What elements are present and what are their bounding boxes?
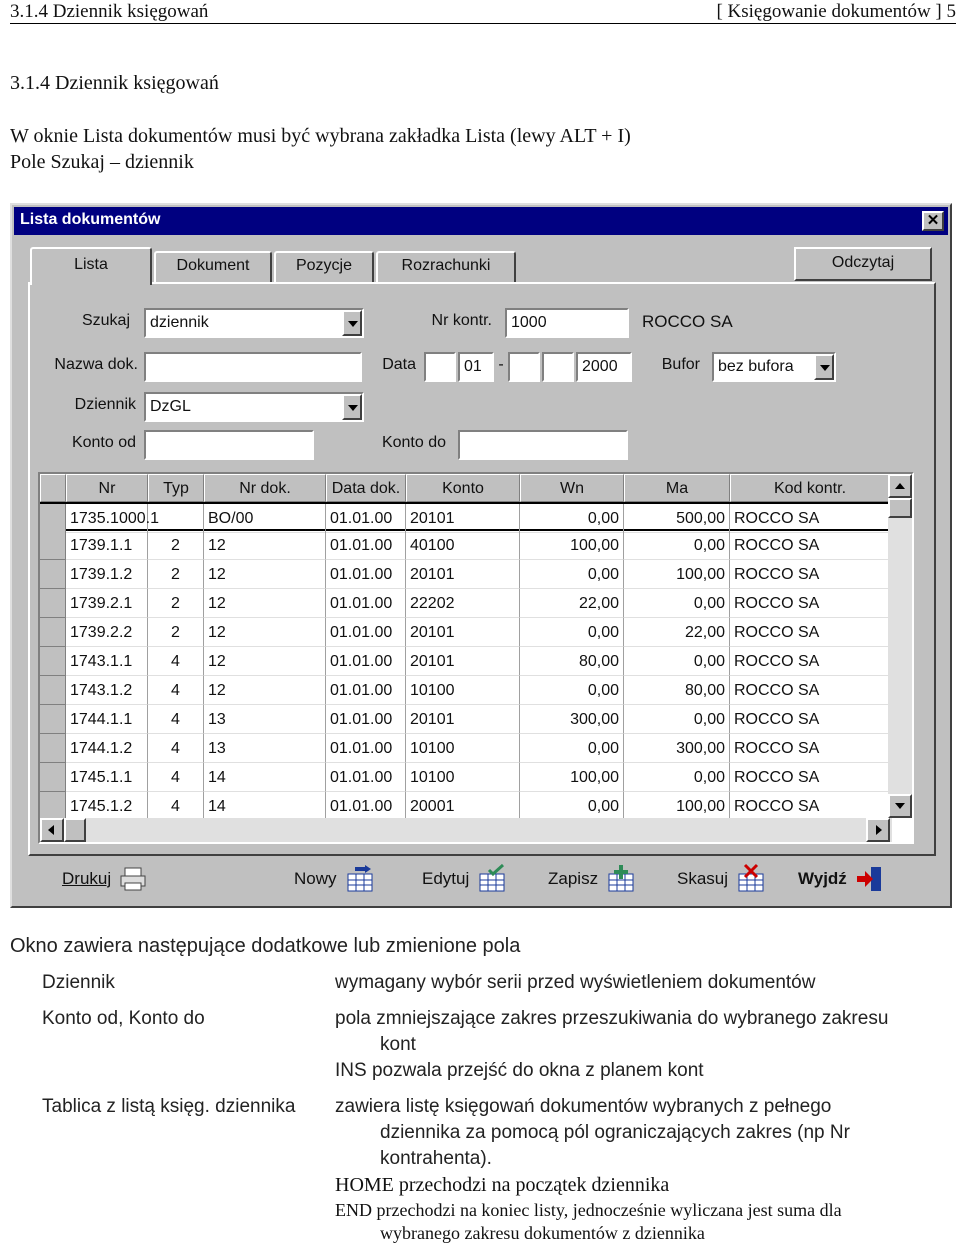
table-cell[interactable]: 0,00 <box>520 676 624 705</box>
table-cell[interactable]: 12 <box>204 676 326 705</box>
window-titlebar <box>14 207 948 235</box>
table-cell[interactable]: 01.01.00 <box>326 763 406 792</box>
data-separator: - <box>498 356 504 373</box>
wyjdz-label: Wyjdź <box>798 869 847 888</box>
dziennik-label: Dziennik <box>74 396 136 413</box>
table-cell[interactable]: 20101 <box>406 618 520 647</box>
table-cell[interactable]: 40100 <box>406 531 520 560</box>
table-cell[interactable]: ROCCO SA <box>730 763 890 792</box>
odczytaj-button[interactable]: Odczytaj <box>794 247 932 281</box>
row-indicator[interactable] <box>40 589 66 618</box>
table-cell[interactable]: 300,00 <box>624 734 730 763</box>
desc-line: kont <box>380 1034 416 1055</box>
table-cell[interactable]: 0,00 <box>624 763 730 792</box>
table-cell[interactable]: 01.01.00 <box>326 589 406 618</box>
nazwa-dok-field[interactable] <box>144 352 362 382</box>
table-cell[interactable]: ROCCO SA <box>730 618 890 647</box>
table-cell[interactable]: 10100 <box>406 734 520 763</box>
row-indicator[interactable] <box>40 618 66 647</box>
zapisz-label: Zapisz <box>548 869 599 888</box>
table-cell[interactable]: 0,00 <box>520 792 624 821</box>
table-cell[interactable]: 01.01.00 <box>326 531 406 560</box>
desc-line: zawiera listę księgowań dokumentów wybranych z pełnego <box>335 1096 832 1117</box>
table-cell[interactable]: 14 <box>204 792 326 821</box>
table-cell[interactable]: 4 <box>148 734 204 763</box>
lista-dokumentow-window <box>10 203 952 908</box>
table-cell[interactable]: 12 <box>204 531 326 560</box>
table-cell[interactable]: 0,00 <box>624 531 730 560</box>
table-row[interactable] <box>40 560 890 589</box>
wyjdz-button[interactable] <box>798 860 885 898</box>
table-cell[interactable]: ROCCO SA <box>730 792 890 821</box>
row-indicator[interactable] <box>40 705 66 734</box>
table-cell[interactable]: 01.01.00 <box>326 676 406 705</box>
table-row[interactable] <box>40 618 890 647</box>
scroll-right-button[interactable] <box>866 818 890 842</box>
desc-line: dziennika za pomocą pól ograniczających zakres (np Nr <box>380 1122 850 1143</box>
table-cell[interactable]: 1739.1.1 <box>66 531 148 560</box>
journal-grid[interactable] <box>38 472 914 844</box>
table-cell[interactable]: 0,00 <box>624 647 730 676</box>
table-cell[interactable]: 13 <box>204 705 326 734</box>
table-cell[interactable]: 1739.2.2 <box>66 618 148 647</box>
table-cell[interactable]: 100,00 <box>624 792 730 821</box>
table-cell[interactable]: 1743.1.2 <box>66 676 148 705</box>
table-cell[interactable]: 0,00 <box>520 504 624 533</box>
table-cell[interactable]: 0,00 <box>520 734 624 763</box>
scroll-left-button[interactable] <box>40 818 64 842</box>
intro-line-1: W oknie Lista dokumentów musi być wybrana zakładka Lista (lewy ALT + I) <box>10 125 631 147</box>
dziennik-combo[interactable] <box>144 392 364 422</box>
data-year-field[interactable]: 2000 <box>576 352 632 382</box>
table-cell[interactable]: 0,00 <box>624 705 730 734</box>
table-cell[interactable]: 01.01.00 <box>326 792 406 821</box>
chevron-down-icon[interactable] <box>342 310 362 336</box>
row-indicator[interactable] <box>40 676 66 705</box>
table-cell[interactable]: 0,00 <box>520 560 624 589</box>
table-cell[interactable]: ROCCO SA <box>730 734 890 763</box>
desc-line: wybranego zakresu dokumentów z dziennika <box>380 1223 705 1243</box>
konto-do-field[interactable] <box>458 430 628 460</box>
desc-line: HOME przechodzi na początek dziennika <box>335 1174 670 1196</box>
table-cell[interactable]: 01.01.00 <box>326 504 406 533</box>
table-cell[interactable]: 1744.1.2 <box>66 734 148 763</box>
column-header[interactable]: Data dok. <box>326 474 406 502</box>
skasuj-label: Skasuj <box>677 869 729 888</box>
table-cell[interactable]: 80,00 <box>624 676 730 705</box>
table-cell[interactable]: 13 <box>204 734 326 763</box>
nr-kontr-field[interactable]: 1000 <box>505 308 629 338</box>
table-cell[interactable]: 01.01.00 <box>326 647 406 676</box>
table-cell[interactable]: 20101 <box>406 560 520 589</box>
table-row[interactable] <box>40 647 890 676</box>
table-row[interactable] <box>40 705 890 734</box>
table-cell[interactable]: ROCCO SA <box>730 705 890 734</box>
scroll-up-button[interactable] <box>888 474 912 498</box>
grid-header <box>40 474 890 502</box>
table-cell[interactable]: 4 <box>148 705 204 734</box>
tab-panel-lista <box>28 282 936 856</box>
vertical-scrollbar[interactable] <box>888 474 912 818</box>
table-cell[interactable]: 1743.1.1 <box>66 647 148 676</box>
table-cell[interactable] <box>148 504 204 533</box>
data-month-field[interactable]: 01 <box>458 352 494 382</box>
partner-name: ROCCO SA <box>642 312 733 331</box>
scroll-thumb[interactable] <box>888 498 912 518</box>
column-header[interactable]: Typ <box>148 474 204 502</box>
column-header[interactable]: Nr <box>66 474 148 502</box>
desc-line: pola zmniejszające zakres przeszukiwania do wybranego zakresu <box>335 1008 889 1029</box>
table-cell[interactable]: ROCCO SA <box>730 504 890 533</box>
data-month2-field[interactable] <box>542 352 574 382</box>
table-cell[interactable]: 12 <box>204 589 326 618</box>
edytuj-button[interactable] <box>422 860 507 898</box>
konto-od-field[interactable] <box>144 430 314 460</box>
table-cell[interactable]: 12 <box>204 618 326 647</box>
table-cell[interactable]: 500,00 <box>624 504 730 533</box>
table-cell[interactable]: 2 <box>148 589 204 618</box>
table-cell[interactable]: 01.01.00 <box>326 560 406 589</box>
header-right: [ Księgowanie dokumentów ] 5 <box>716 1 956 22</box>
intro-line-2: Pole Szukaj – dziennik <box>10 151 194 173</box>
row-indicator[interactable] <box>40 763 66 792</box>
table-cell[interactable]: 1739.2.1 <box>66 589 148 618</box>
delete-x-icon <box>736 865 766 893</box>
nazwa-dok-label: Nazwa dok. <box>54 356 138 373</box>
table-cell[interactable]: 2 <box>148 560 204 589</box>
table-cell[interactable]: ROCCO SA <box>730 531 890 560</box>
chevron-down-icon[interactable] <box>342 394 362 420</box>
desc-line: kontrahenta). <box>380 1148 492 1169</box>
table-cell[interactable]: 1744.1.1 <box>66 705 148 734</box>
term-dziennik: Dziennik <box>42 972 115 993</box>
section-title: 3.1.4 Dziennik księgowań <box>10 72 219 94</box>
desc-line: END przechodzi na koniec listy, jednocześnie wyliczana jest suma dla <box>335 1200 842 1220</box>
table-cell[interactable]: 2 <box>148 531 204 560</box>
table-cell[interactable]: ROCCO SA <box>730 560 890 589</box>
column-header[interactable]: Konto <box>406 474 520 502</box>
zapisz-button[interactable] <box>548 860 636 898</box>
edit-check-icon <box>477 865 507 893</box>
row-indicator[interactable] <box>40 647 66 676</box>
skasuj-button[interactable] <box>677 860 766 898</box>
table-cell[interactable]: 14 <box>204 763 326 792</box>
table-cell[interactable]: 22,00 <box>520 589 624 618</box>
table-row[interactable] <box>40 734 890 763</box>
table-cell[interactable]: 4 <box>148 792 204 821</box>
table-cell[interactable]: 80,00 <box>520 647 624 676</box>
table-cell[interactable]: 20101 <box>406 504 520 533</box>
bufor-combo[interactable] <box>712 352 836 382</box>
szukaj-combo[interactable] <box>144 308 364 338</box>
table-row[interactable] <box>40 676 890 705</box>
tab-rozrachunki[interactable]: Rozrachunki <box>376 251 516 283</box>
column-header[interactable]: Kod kontr. <box>730 474 890 502</box>
scroll-thumb[interactable] <box>64 818 86 842</box>
table-cell[interactable]: 0,00 <box>624 589 730 618</box>
table-cell[interactable]: 20001 <box>406 792 520 821</box>
window-title: Lista dokumentów <box>20 211 161 228</box>
nowy-label: Nowy <box>294 869 337 888</box>
column-header[interactable]: Ma <box>624 474 730 502</box>
table-cell[interactable]: 4 <box>148 763 204 792</box>
row-indicator[interactable] <box>40 531 66 560</box>
header-left: 3.1.4 Dziennik księgowań <box>10 1 209 22</box>
table-cell[interactable]: 300,00 <box>520 705 624 734</box>
desc-line: INS pozwala przejść do okna z planem kont <box>335 1060 704 1081</box>
horizontal-scrollbar[interactable] <box>40 818 892 842</box>
table-cell[interactable]: 100,00 <box>520 531 624 560</box>
drukuj-label: Drukuj <box>62 869 112 888</box>
table-cell[interactable]: BO/00 <box>204 504 326 533</box>
szukaj-value: dziennik <box>150 314 209 331</box>
row-indicator[interactable] <box>40 792 66 821</box>
table-row[interactable] <box>40 589 890 618</box>
table-cell[interactable]: 4 <box>148 676 204 705</box>
nowy-button[interactable] <box>294 860 375 898</box>
desc-line: wymagany wybór serii przed wyświetleniem dokumentów <box>335 972 816 993</box>
table-cell[interactable]: 20101 <box>406 647 520 676</box>
table-row[interactable] <box>40 792 890 821</box>
add-row-icon <box>345 865 375 893</box>
table-cell[interactable]: 2 <box>148 618 204 647</box>
table-cell[interactable]: 100,00 <box>520 763 624 792</box>
table-row[interactable] <box>40 531 890 560</box>
table-cell[interactable]: 1745.1.2 <box>66 792 148 821</box>
table-cell[interactable]: 4 <box>148 647 204 676</box>
tab-pozycje[interactable]: Pozycje <box>274 251 374 283</box>
table-cell[interactable]: 10100 <box>406 763 520 792</box>
description-lead: Okno zawiera następujące dodatkowe lub zmienione pola <box>10 935 521 957</box>
table-cell[interactable]: 12 <box>204 647 326 676</box>
chevron-down-icon[interactable] <box>814 354 834 380</box>
table-cell[interactable]: ROCCO SA <box>730 589 890 618</box>
table-cell[interactable]: 01.01.00 <box>326 734 406 763</box>
szukaj-label: Szukaj <box>81 312 130 329</box>
table-cell[interactable]: 20101 <box>406 705 520 734</box>
scroll-down-button[interactable] <box>888 794 912 818</box>
row-indicator[interactable] <box>40 504 66 533</box>
table-cell[interactable]: 1745.1.1 <box>66 763 148 792</box>
close-button[interactable]: ✕ <box>922 211 944 231</box>
table-row[interactable] <box>40 502 890 531</box>
printer-icon <box>119 865 149 893</box>
table-cell[interactable]: 1735.1000.1 <box>66 504 148 533</box>
data-day-field[interactable] <box>424 352 456 382</box>
table-cell[interactable]: ROCCO SA <box>730 647 890 676</box>
save-plus-icon <box>606 865 636 893</box>
row-indicator[interactable] <box>40 560 66 589</box>
row-indicator[interactable] <box>40 734 66 763</box>
table-cell[interactable]: 100,00 <box>624 560 730 589</box>
drukuj-button[interactable] <box>62 860 149 898</box>
bufor-value: bez bufora <box>718 358 794 375</box>
table-cell[interactable]: ROCCO SA <box>730 676 890 705</box>
dziennik-value: DzGL <box>150 398 191 415</box>
table-cell[interactable]: 22,00 <box>624 618 730 647</box>
konto-do-label: Konto do <box>381 434 446 451</box>
tab-lista[interactable]: Lista <box>30 247 152 285</box>
nr-kontr-label: Nr kontr. <box>431 312 492 329</box>
document-header <box>10 0 956 24</box>
grid-corner <box>40 474 66 502</box>
table-cell[interactable]: 01.01.00 <box>326 705 406 734</box>
table-cell[interactable]: 0,00 <box>520 618 624 647</box>
column-header[interactable]: Nr dok. <box>204 474 326 502</box>
table-cell[interactable]: 12 <box>204 560 326 589</box>
konto-od-label: Konto od <box>71 434 136 451</box>
table-row[interactable] <box>40 763 890 792</box>
term-tablica: Tablica z listą księg. dziennika <box>42 1096 296 1117</box>
data-label: Data <box>382 356 416 373</box>
term-konto-od-do: Konto od, Konto do <box>42 1008 205 1029</box>
table-cell[interactable]: 10100 <box>406 676 520 705</box>
bufor-label: Bufor <box>661 356 700 373</box>
exit-door-icon <box>855 865 885 893</box>
tab-dokument[interactable]: Dokument <box>154 251 272 283</box>
table-cell[interactable]: 1739.1.2 <box>66 560 148 589</box>
column-header[interactable]: Wn <box>520 474 624 502</box>
table-cell[interactable]: 01.01.00 <box>326 618 406 647</box>
data-day2-field[interactable] <box>508 352 540 382</box>
table-cell[interactable]: 22202 <box>406 589 520 618</box>
edytuj-label: Edytuj <box>422 869 470 888</box>
